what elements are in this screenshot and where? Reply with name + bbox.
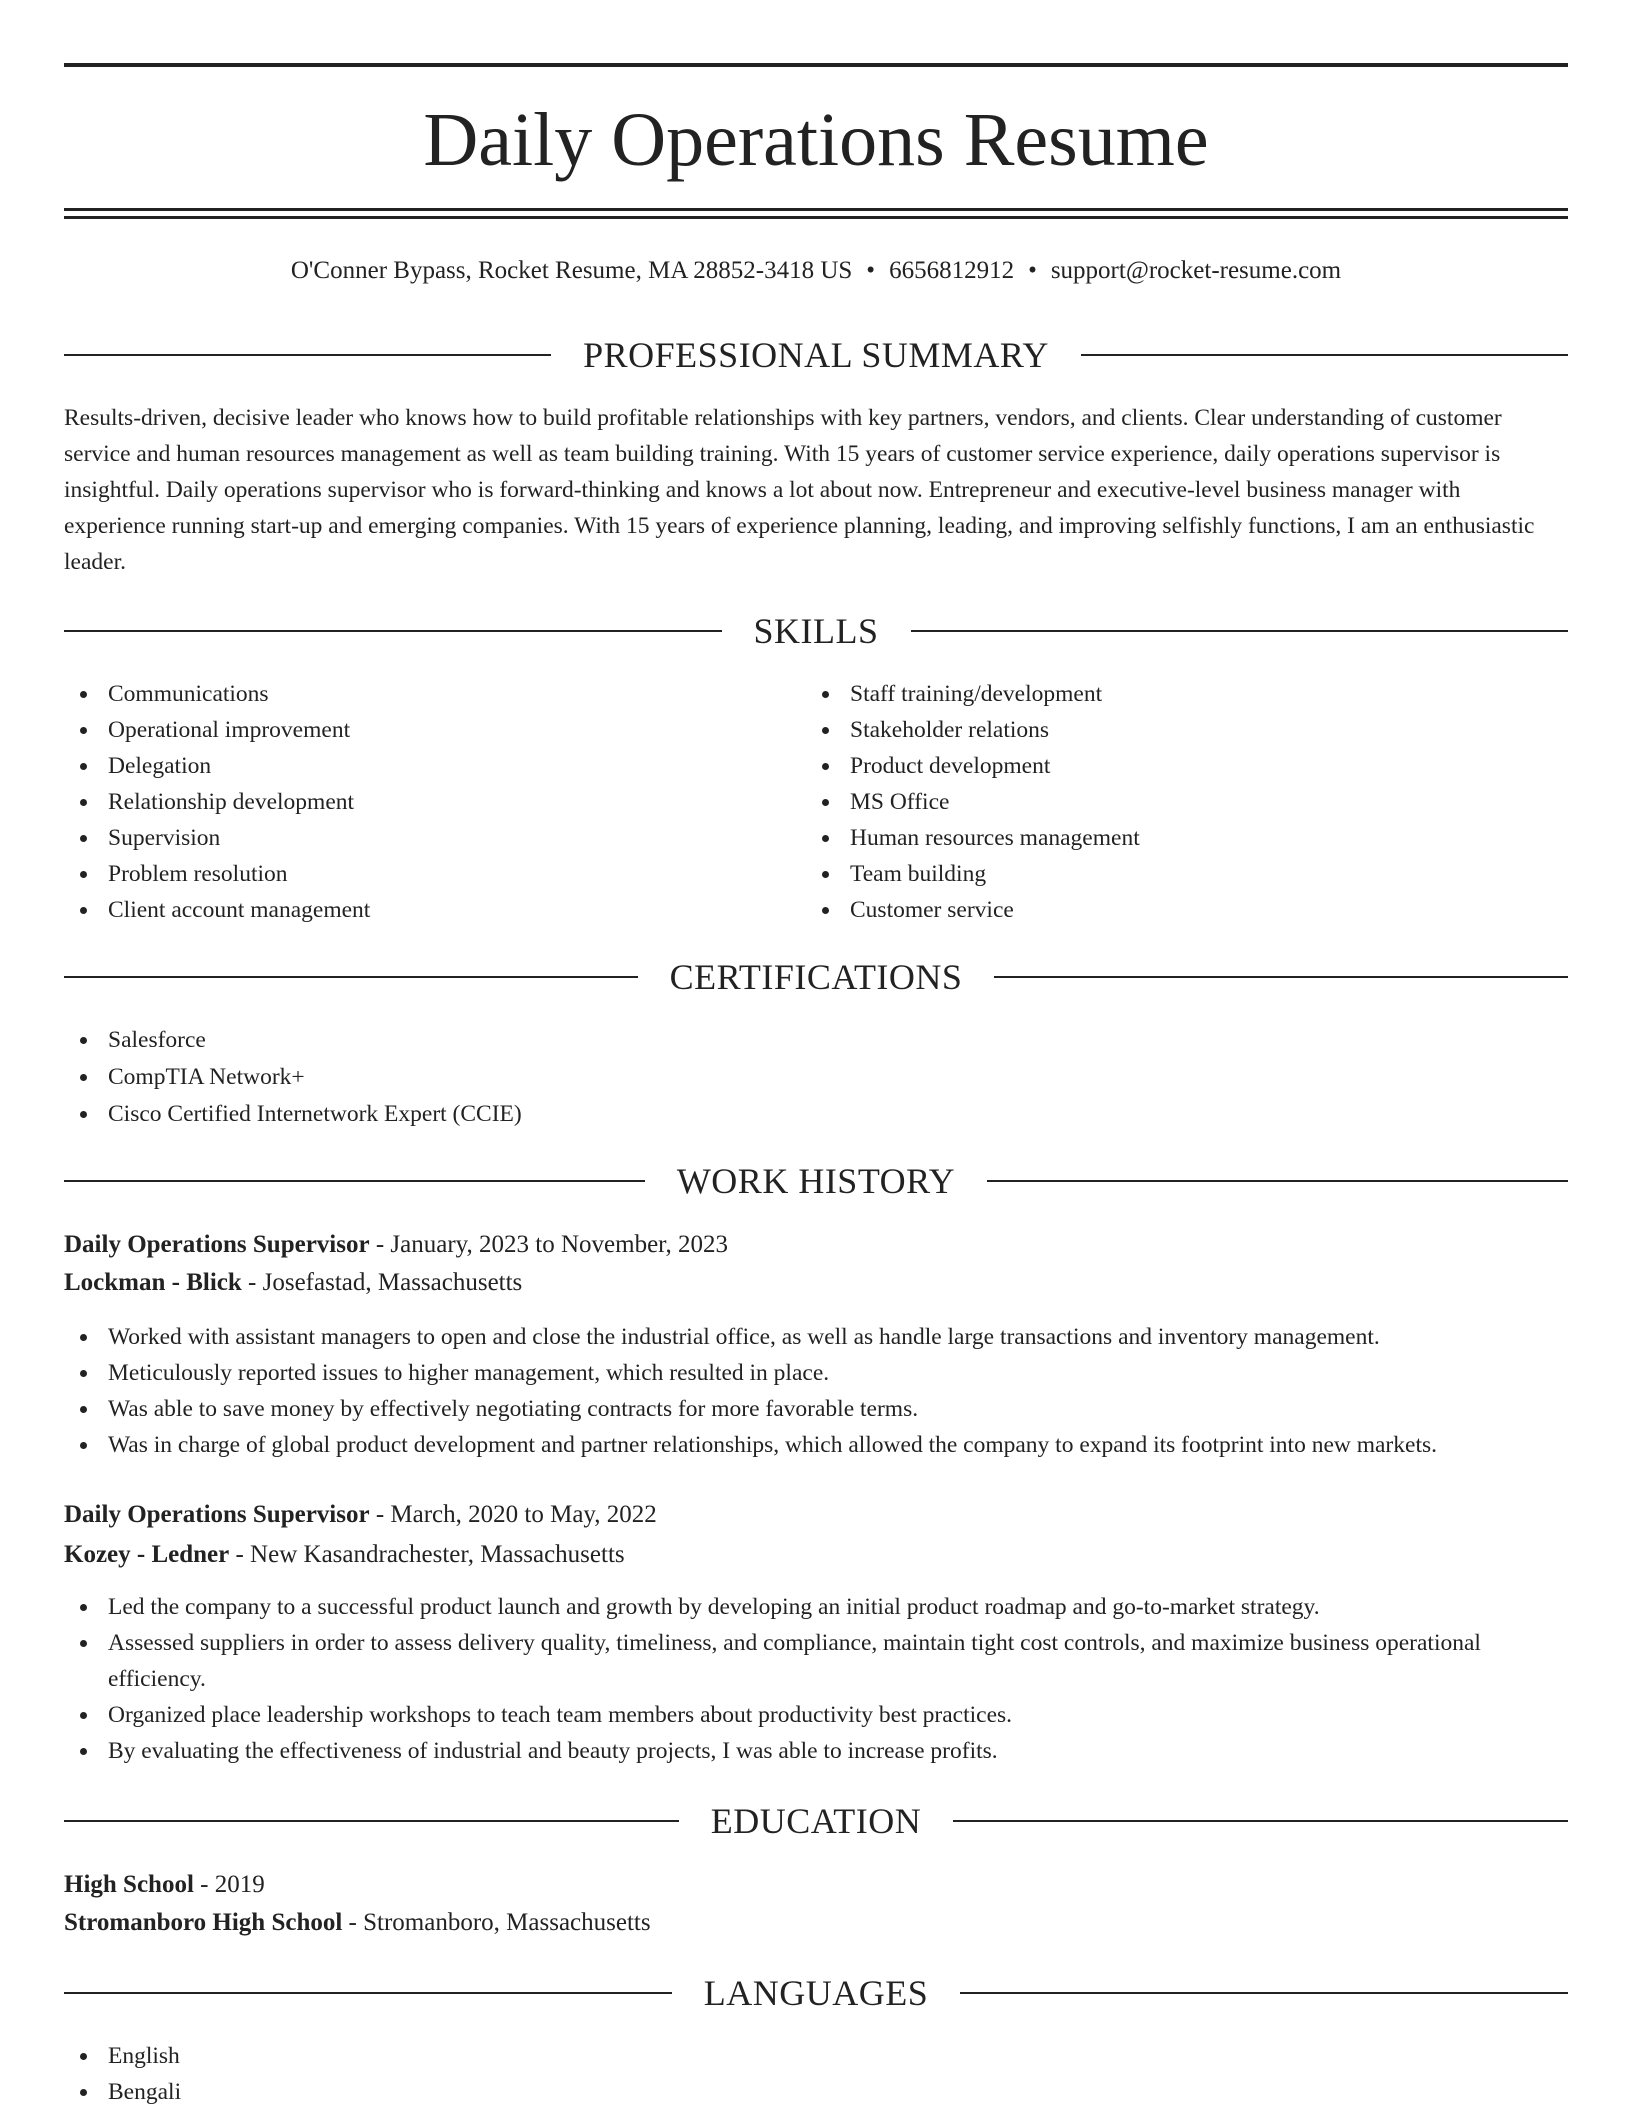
education-location: - Stromanboro, Massachusetts [342, 1909, 651, 1936]
education-degree-line [64, 1867, 1568, 1903]
languages-list [64, 2038, 664, 2110]
title-rule-lower [64, 216, 1568, 219]
job-bullet: Organized place leadership workshops to teach team members about productivity best practices. [64, 1697, 1568, 1733]
language-item: English [64, 2038, 664, 2074]
job-bullet: Meticulously reported issues to higher management, which resulted in place. [64, 1355, 1568, 1391]
skill-item: Staff training/development [806, 676, 1566, 712]
contact-phone: 6656812912 [889, 257, 1015, 284]
certification-item: Cisco Certified Internetwork Expert (CCIE) [64, 1096, 1568, 1133]
job-bullet: Was able to save money by effectively negotiating contracts for more favorable terms. [64, 1391, 1568, 1427]
contact-separator: • [1028, 257, 1037, 284]
section-rule [911, 630, 1569, 632]
skill-item: Team building [806, 856, 1566, 892]
skills-list-left [64, 676, 764, 928]
section-rule [64, 1180, 645, 1182]
section-title-education: EDUCATION [710, 1801, 922, 1841]
job-company-line [64, 1537, 1568, 1573]
section-title-languages: LANGUAGES [703, 1973, 929, 2013]
language-item: Bengali [64, 2074, 664, 2110]
job-bullet: Led the company to a successful product launch and growth by developing an initial product roadmap and go-to-market strategy. [64, 1589, 1568, 1625]
section-rule [64, 976, 638, 978]
job-bullet: Assessed suppliers in order to assess delivery quality, timeliness, and compliance, maintain tight cost controls, and maximize business operational efficiency. [64, 1625, 1568, 1697]
education-year: - 2019 [193, 1871, 265, 1898]
contact-line [64, 255, 1568, 287]
section-header-work [64, 1159, 1568, 1203]
section-rule [960, 1992, 1568, 1994]
section-header-summary [64, 333, 1568, 377]
section-rule [1081, 354, 1568, 356]
section-rule [64, 1992, 672, 1994]
skill-item: Customer service [806, 892, 1566, 928]
title-rule-upper [64, 208, 1568, 211]
section-rule [64, 354, 551, 356]
job-dates: - March, 2020 to May, 2022 [369, 1501, 657, 1528]
skill-item: Human resources management [806, 820, 1566, 856]
job-location: - Josefastad, Massachusetts [241, 1269, 523, 1296]
resume-title: Daily Operations Resume [423, 98, 1209, 182]
job-bullet: Worked with assistant managers to open and close the industrial office, as well as handle large transactions and inventory management. [64, 1319, 1568, 1355]
skill-item: Client account management [64, 892, 764, 928]
section-rule [987, 1180, 1568, 1182]
skill-item: Relationship development [64, 784, 764, 820]
job-bullets [64, 1589, 1568, 1769]
job-bullet: By evaluating the effectiveness of industrial and beauty projects, I was able to increase profits. [64, 1733, 1568, 1769]
contact-address: O'Conner Bypass, Rocket Resume, MA 28852-3418 US [290, 257, 853, 284]
skills-list-right [806, 676, 1566, 928]
section-header-education [64, 1799, 1568, 1843]
job-role: Daily Operations Supervisor [64, 1501, 370, 1528]
job-company: Lockman - Blick [64, 1269, 242, 1296]
section-rule [994, 976, 1568, 978]
certification-item: Salesforce [64, 1022, 1568, 1059]
contact-email: support@rocket-resume.com [1050, 257, 1342, 284]
job-title-line [64, 1227, 1568, 1263]
job-role: Daily Operations Supervisor [64, 1231, 370, 1258]
job-dates: - January, 2023 to November, 2023 [369, 1231, 728, 1258]
section-title-skills: SKILLS [753, 611, 879, 651]
section-title-work: WORK HISTORY [676, 1161, 956, 1201]
summary-paragraph: Results-driven, decisive leader who knows how to build profitable relationships with key partners, vendors, and clients. Clear understanding of customer service and human resources management as well as team building training. With 15 years of customer service experience, daily operations supervisor is insightful. Daily operations supervisor who is forward-thinking and knows a lot about now. Entrepreneur and executive-level business manager with experience running start-up and emerging companies. With 15 years of experience planning, leading, and improving selfishly functions, I am an enthusiastic leader. [64, 405, 1535, 575]
section-title-certifications: CERTIFICATIONS [669, 957, 963, 997]
job-bullets [64, 1319, 1568, 1463]
skill-item: Problem resolution [64, 856, 764, 892]
section-header-certifications [64, 955, 1568, 999]
job-company: Kozey - Ledner [64, 1541, 230, 1568]
skill-item: Operational improvement [64, 712, 764, 748]
certification-item: CompTIA Network+ [64, 1059, 1568, 1096]
job-location: - New Kasandrachester, Massachusetts [229, 1541, 625, 1568]
skill-item: Communications [64, 676, 764, 712]
top-rule [64, 63, 1568, 67]
section-title-summary: PROFESSIONAL SUMMARY [583, 335, 1049, 375]
education-degree: High School [64, 1871, 194, 1898]
section-header-languages [64, 1971, 1568, 2015]
section-rule [64, 1820, 679, 1822]
education-school-line [64, 1905, 1568, 1941]
job-bullet: Was in charge of global product development and partner relationships, which allowed the company to expand its footprint into new markets. [64, 1427, 1568, 1463]
job-title-line [64, 1497, 1568, 1533]
education-school: Stromanboro High School [64, 1909, 343, 1936]
job-company-line [64, 1265, 1568, 1301]
skill-item: Product development [806, 748, 1566, 784]
section-rule [953, 1820, 1568, 1822]
section-header-skills [64, 609, 1568, 653]
section-rule [64, 630, 722, 632]
certifications-list [64, 1022, 1568, 1133]
skill-item: Supervision [64, 820, 764, 856]
contact-separator: • [866, 257, 876, 284]
skill-item: MS Office [806, 784, 1566, 820]
skill-item: Delegation [64, 748, 764, 784]
skill-item: Stakeholder relations [806, 712, 1566, 748]
